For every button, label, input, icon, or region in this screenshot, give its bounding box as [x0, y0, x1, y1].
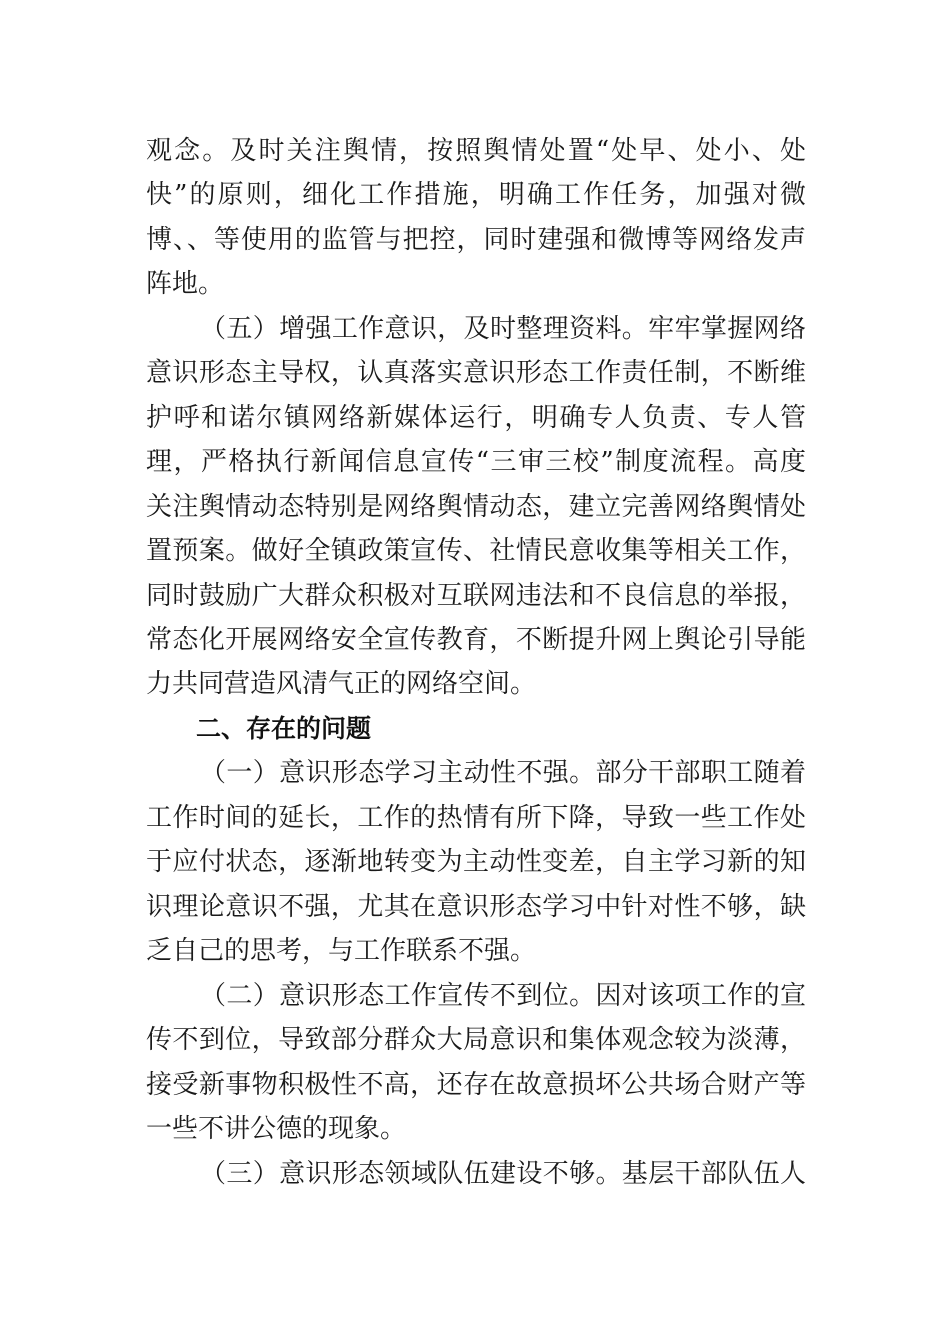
paragraph-line: 于应付状态，逐渐地转变为主动性变差，自主学习新的知 — [146, 847, 806, 877]
paragraph-line: 博、、等使用的监管与把控，同时建强和微博等网络发声 — [146, 225, 806, 255]
paragraph-line: 理，严格执行新闻信息宣传“三审三校”制度流程。高度 — [146, 447, 806, 477]
paragraph-line: （一）意识形态学习主动性不强。部分干部职工随着 — [200, 758, 806, 788]
paragraph-line: 一些不讲公德的现象。 — [146, 1114, 407, 1144]
paragraph-line: 观念。及时关注舆情，按照舆情处置“处早、处小、处 — [146, 136, 806, 166]
paragraph-line: 同时鼓励广大群众积极对互联网违法和不良信息的举报， — [146, 581, 806, 611]
paragraph-line: 传不到位，导致部分群众大局意识和集体观念较为淡薄， — [146, 1025, 806, 1055]
paragraph-line: 力共同营造风清气正的网络空间。 — [146, 669, 537, 699]
paragraph-line: 工作时间的延长，工作的热情有所下降，导致一些工作处 — [146, 803, 806, 833]
paragraph-line: （二）意识形态工作宣传不到位。因对该项工作的宣 — [200, 981, 806, 1011]
paragraph-line: 置预案。做好全镇政策宣传、社情民意收集等相关工作， — [146, 536, 806, 566]
paragraph-line: 阵地。 — [146, 269, 225, 299]
paragraph-line: 识理论意识不强，尤其在意识形态学习中针对性不够，缺 — [146, 892, 806, 922]
paragraph-line: 常态化开展网络安全宣传教育，不断提升网上舆论引导能 — [146, 625, 806, 655]
paragraph-line: 关注舆情动态特别是网络舆情动态，建立完善网络舆情处 — [146, 492, 806, 522]
section-heading: 二、存在的问题 — [196, 714, 372, 743]
paragraph-line: 接受新事物积极性不高，还存在故意损坏公共场合财产等 — [146, 1070, 806, 1100]
paragraph-line: （五）增强工作意识，及时整理资料。牢牢掌握网络 — [200, 314, 806, 344]
paragraph-line: 乏自己的思考，与工作联系不强。 — [146, 936, 537, 966]
paragraph-line: 护呼和诺尔镇网络新媒体运行，明确专人负责、专人管 — [146, 403, 806, 433]
paragraph-line: （三）意识形态领域队伍建设不够。基层干部队伍人 — [200, 1159, 806, 1189]
paragraph-line: 意识形态主导权，认真落实意识形态工作责任制，不断维 — [146, 358, 806, 388]
paragraph-line: 快”的原则，细化工作措施，明确工作任务，加强对微 — [146, 180, 806, 210]
